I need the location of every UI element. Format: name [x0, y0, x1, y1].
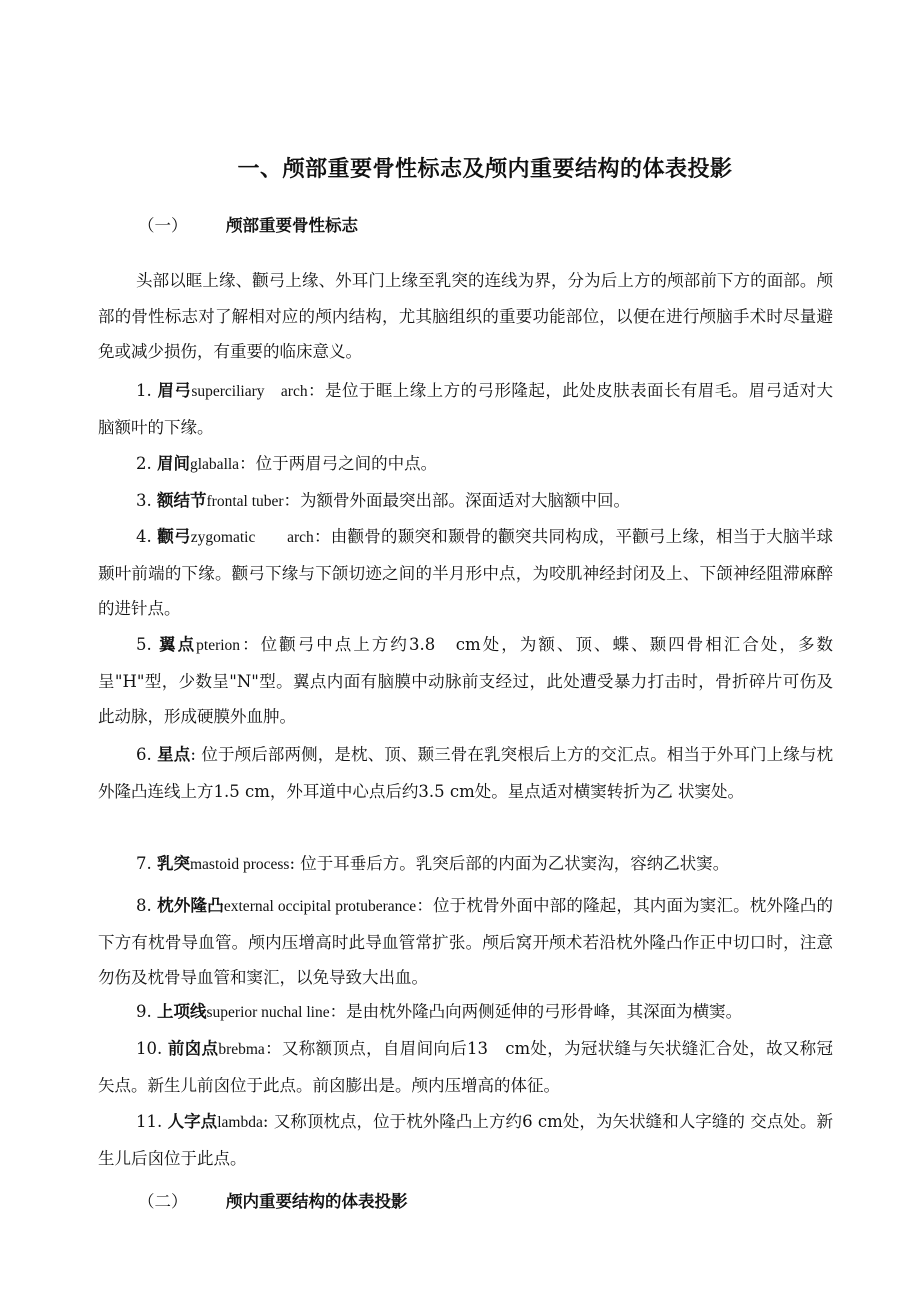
term: 眉弓	[157, 381, 192, 400]
list-item: 6. 星点: 位于颅后部两侧，是枕、顶、颞三骨在乳突根后上方的交汇点。相当于外耳门上缘与枕外隆凸连线上方1.5 cm，外耳道中心点后约3.5 cm处。星点适对横窦转折为乙 状窦处。	[98, 745, 834, 801]
term: 枕外隆凸	[157, 896, 224, 915]
section-heading-2	[138, 1188, 408, 1212]
latin-term: lambda	[217, 1114, 263, 1131]
list-item: 8. 枕外隆凸external occipital protuberance：位于枕骨外面中部的隆起，其内面为窦汇。枕外隆凸的下方有枕骨导血管。颅内压增高时此导血管常扩张。颅后窝开颅术若沿枕外隆凸作正中切口时，注意勿伤及枕骨导血管和窦汇，以免导致大出血。	[98, 896, 834, 987]
section-label: 颅内重要结构的体表投影	[226, 1192, 408, 1211]
list-item: 9. 上项线superior nuchal line：是由枕外隆凸向两侧延伸的弓形骨峰，其深面为横窦。	[136, 1002, 743, 1021]
term: 眉间	[157, 454, 190, 473]
intro-paragraph: 头部以眶上缘、颧弓上缘、外耳门上缘至乳突的连线为界，分为后上方的颅部前下方的面部。颅部的骨性标志对了解相对应的颅内结构，尤其脑组织的重要功能部位，以便在进行颅脑手术时尽量避免或减少损伤，有重要的临床意义。	[98, 271, 833, 361]
term: 前囟点	[167, 1039, 219, 1058]
list-item: 10. 前囟点brebma：又称额顶点，自眉间向后13 cm处，为冠状缝与矢状缝汇合处，故又称冠矢点。新生儿前囟位于此点。前囟膨出是。颅内压增高的体征。	[98, 1039, 833, 1095]
list-item: 11. 人字点lambda: 又称顶枕点，位于枕外隆凸上方约6 cm处，为矢状缝和人字缝的 交点处。新生儿后囟位于此点。	[98, 1112, 834, 1168]
term: 星点	[157, 745, 191, 764]
section-label: 颅部重要骨性标志	[226, 216, 358, 235]
list-item: 5. 翼点pterion：位颧弓中点上方约3.8 cm处，为额、顶、蝶、颞四骨相汇合处，多数呈"H"型，少数呈"N"型。翼点内面有脑膜中动脉前支经过，此处遭受暴力打击时，骨折碎片可伤及此动脉，形成硬膜外血肿。	[98, 635, 833, 726]
list-item: 4. 颧弓zygomatic arch：由颧骨的颞突和颞骨的颧突共同构成，平颧弓上缘，相当于大脑半球颞叶前端的下缘。颧弓下缘与下颌切迹之间的半月形中点，为咬肌神经封闭及上、下颌神经阻滞麻醉的进针点。	[98, 527, 834, 618]
list-item: 1. 眉弓superciliary arch：是位于眶上缘上方的弓形隆起，此处皮肤表面长有眉毛。眉弓适对大脑额叶的下缘。	[98, 381, 834, 437]
latin-term: mastoid process	[190, 856, 290, 873]
section-heading-1	[138, 212, 358, 236]
latin-term: glaballa	[190, 456, 240, 473]
latin-term: brebma	[218, 1041, 265, 1058]
latin-term: superciliary arch	[191, 383, 308, 400]
section-number: （二）	[138, 1192, 188, 1211]
term: 额结节	[157, 491, 207, 510]
term: 颧弓	[157, 527, 191, 546]
latin-term: frontal tuber	[206, 493, 284, 510]
list-item: 3. 额结节frontal tuber：为额骨外面最突出部。深面适对大脑额中回。	[136, 491, 631, 510]
latin-term: zygomatic arch	[190, 529, 314, 546]
section-number: （一）	[138, 216, 188, 235]
term: 上项线	[157, 1002, 207, 1021]
list-item: 2. 眉间glaballa：位于两眉弓之间的中点。	[136, 454, 438, 473]
term: 乳突	[157, 854, 190, 873]
latin-term: external occipital protuberance	[223, 898, 417, 915]
latin-term: superior nuchal line	[206, 1004, 330, 1021]
document-title: 一、颅部重要骨性标志及颅内重要结构的体表投影	[237, 156, 733, 182]
term: 人字点	[167, 1112, 218, 1131]
term: 翼点	[159, 635, 197, 654]
latin-term: pterion	[196, 637, 241, 654]
list-item: 7. 乳突mastoid process: 位于耳垂后方。乳突后部的内面为乙状窦沟，容纳乙状窦。	[136, 854, 730, 873]
